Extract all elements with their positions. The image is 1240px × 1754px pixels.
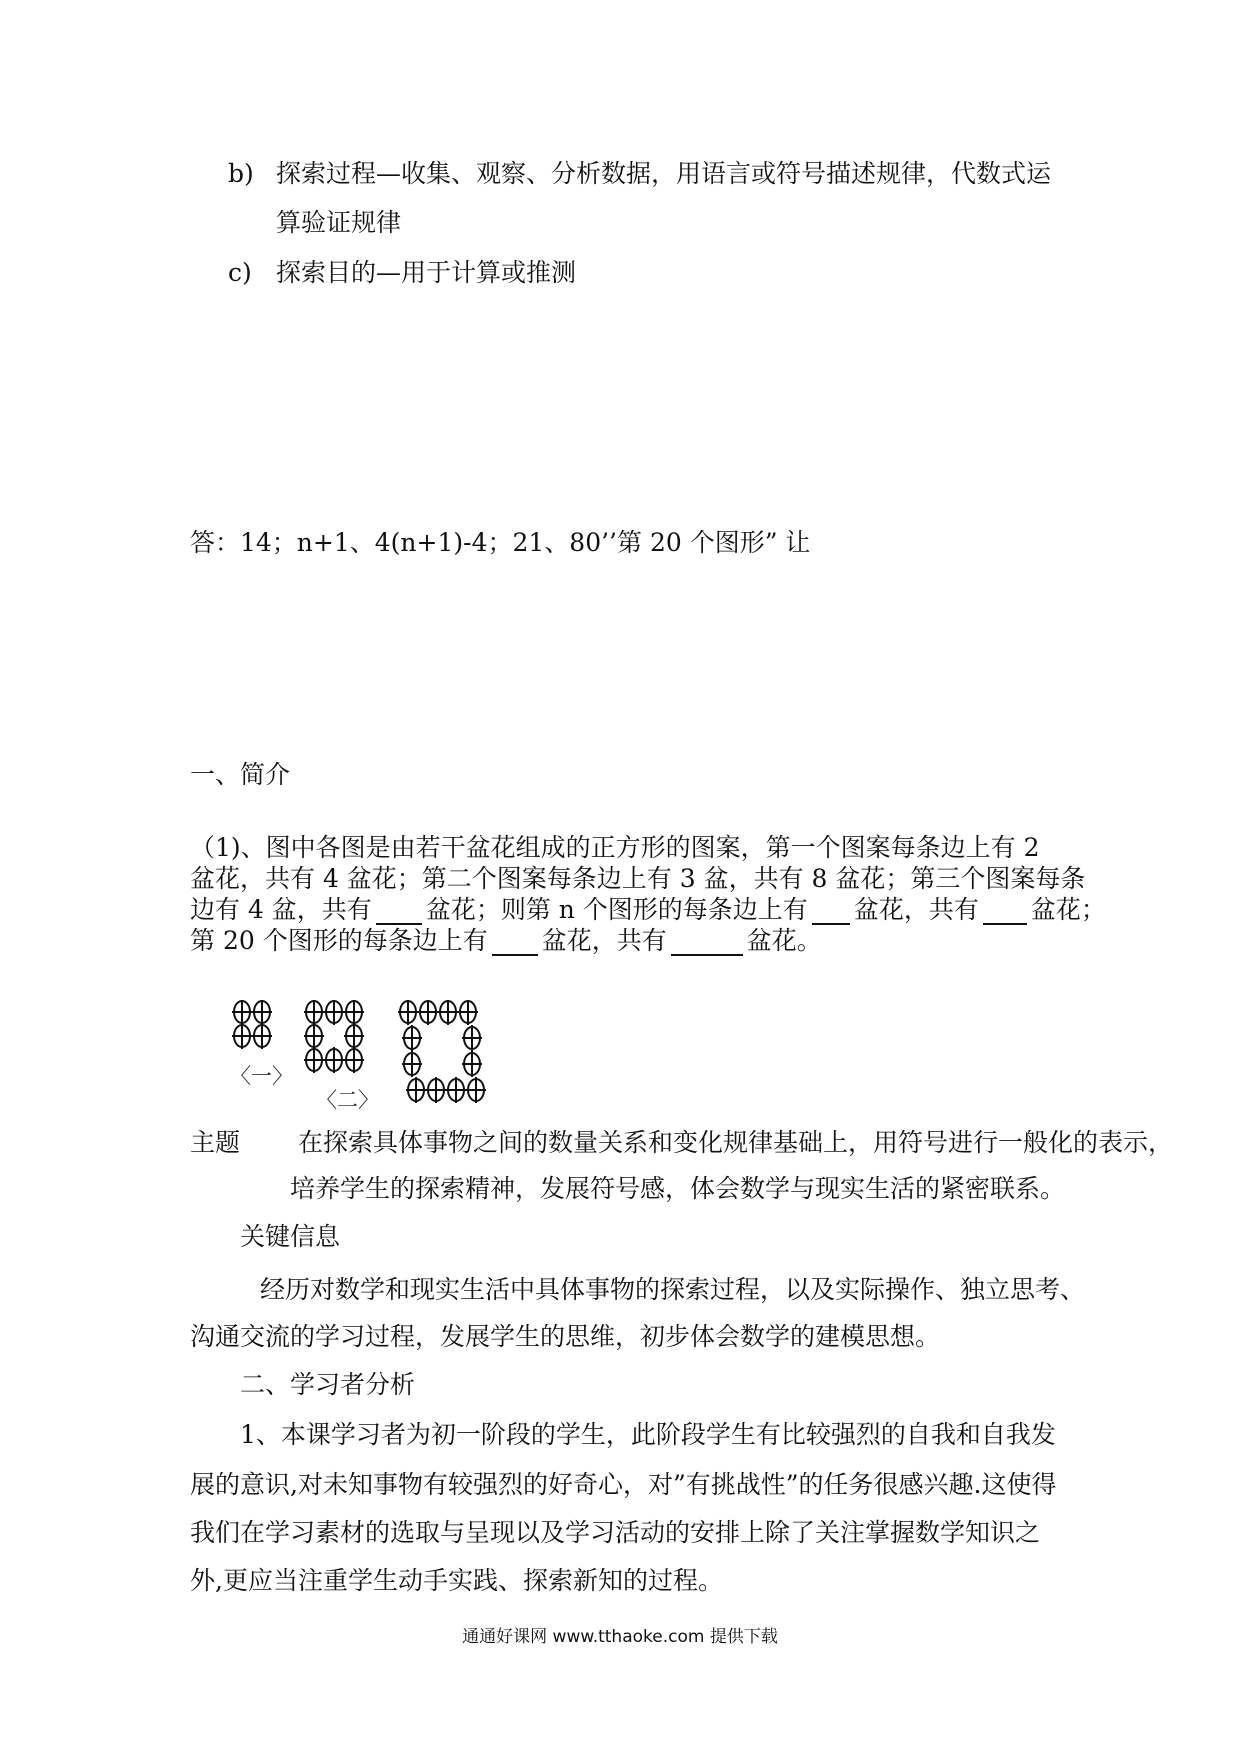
theme-label: 主题	[190, 1128, 241, 1157]
problem-line-3-a: 边有 4 盆，共有	[190, 895, 372, 924]
answer-blank-2[interactable]	[812, 899, 850, 925]
answer-blank-3[interactable]	[983, 899, 1027, 925]
learner-line-3: 我们在学习素材的选取与呈现以及学习活动的安排上除了关注掌握数学知识之	[190, 1518, 1041, 1547]
problem-line-1: （1)、图中各图是由若干盆花组成的正方形的图案，第一个图案每条边上有 2	[190, 833, 1040, 862]
learner-line-1: 1、本课学习者为初一阶段的学生，此阶段学生有比较强烈的自我和自我发	[240, 1420, 1056, 1449]
problem-line-3-d: 盆花；	[1030, 895, 1106, 924]
figure-label-1: 〈一〉	[230, 1064, 293, 1088]
answer-blank-4[interactable]	[492, 930, 538, 956]
theme-line-2: 培养学生的探索精神，发展符号感，体会数学与现实生活的紧密联系。	[290, 1174, 1066, 1203]
list-item-b-line2: 算验证规律	[276, 208, 402, 237]
problem-line-4	[190, 926, 822, 956]
page-footer: 通通好课网 www.tthaoke.com 提供下载	[462, 1627, 778, 1647]
figure-1-pots	[232, 1000, 272, 1049]
list-marker-b: b)	[228, 159, 254, 188]
figure-2-pots	[304, 1000, 364, 1073]
answer-blank-1[interactable]	[376, 899, 422, 925]
key-info-line-2: 沟通交流的学习过程，发展学生的思维，初步体会数学的建模思想。	[190, 1322, 941, 1351]
section-heading-learner: 二、学习者分析	[240, 1370, 416, 1399]
list-marker-c: c)	[228, 258, 252, 287]
section-heading-intro: 一、简介	[190, 760, 291, 789]
list-item-b-line1: 探索过程—收集、观察、分析数据，用语言或符号描述规律，代数式运	[276, 159, 1052, 188]
problem-line-3-b: 盆花；则第 n 个图形的每条边上有	[425, 895, 808, 924]
key-info-line-1: 经历对数学和现实生活中具体事物的探索过程，以及实际操作、独立思考、	[260, 1275, 1086, 1304]
flower-pattern-figures	[230, 1000, 530, 1120]
learner-line-4: 外,更应当注重学生动手实践、探索新知的过程。	[190, 1566, 723, 1595]
problem-line-3-c: 盆花，共有	[853, 895, 979, 924]
figure-label-2: 〈二〉	[316, 1088, 379, 1112]
answer-blank-5[interactable]	[671, 930, 743, 956]
problem-line-4-c: 盆花。	[746, 926, 822, 955]
problem-line-3	[190, 895, 1106, 925]
problem-line-4-a: 第 20 个图形的每条边上有	[190, 926, 488, 955]
problem-line-4-b: 盆花，共有	[541, 926, 667, 955]
learner-line-2: 展的意识,对未知事物有较强烈的好奇心，对”有挑战性”的任务很感兴趣.这使得	[190, 1470, 1057, 1499]
figure-3-pots	[398, 1000, 486, 1103]
problem-line-2: 盆花，共有 4 盆花；第二个图案每条边上有 3 盆，共有 8 盆花；第三个图案每条	[190, 864, 1086, 893]
key-info-label: 关键信息	[240, 1222, 341, 1251]
theme-line-1: 在探索具体事物之间的数量关系和变化规律基础上，用符号进行一般化的表示，	[298, 1128, 1174, 1157]
list-item-c-line1: 探索目的—用于计算或推测	[276, 258, 577, 287]
answer-text: 答：14；n+1、4(n+1)-4；21、80’’第 20 个图形” 让	[190, 528, 811, 557]
